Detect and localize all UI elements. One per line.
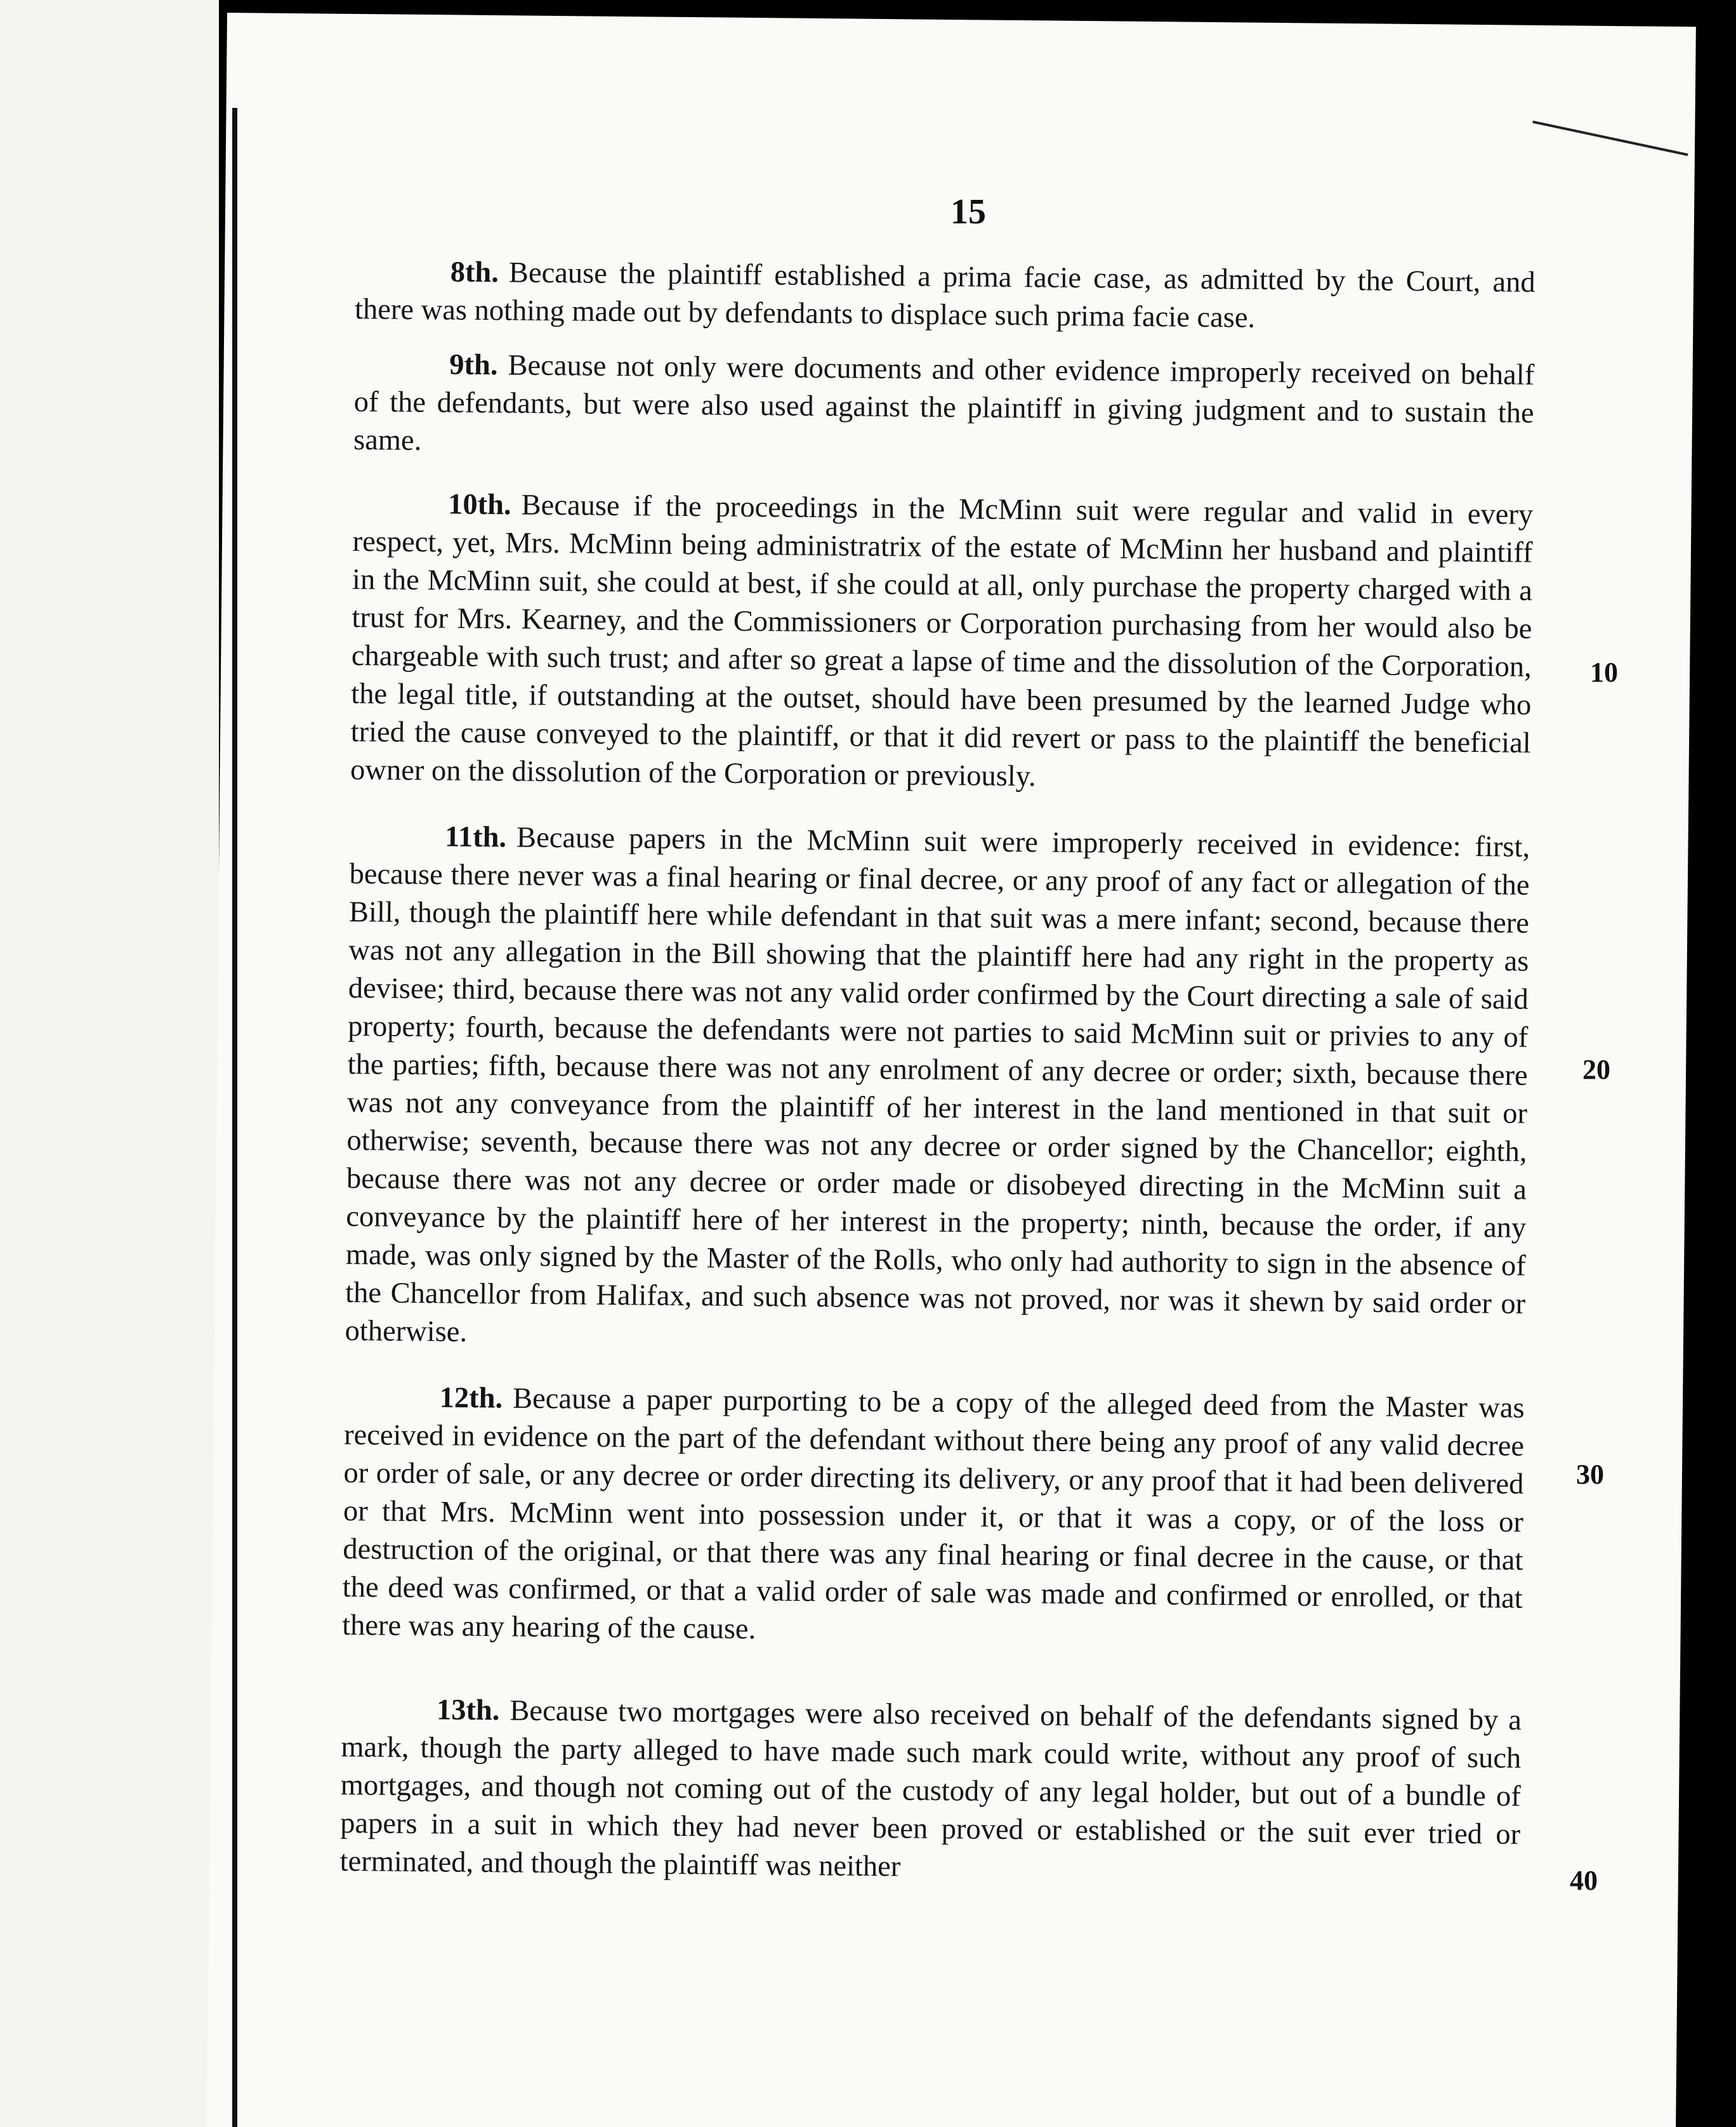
paragraph-number: 9th. <box>449 348 498 382</box>
paragraph-text: Because two mortgages were also received on behalf of the defendants signed by a mark, though the party alleged to have made such mark could write, without any proof of such mortgages, and though not coming out of the custody of any legal holder, but out of a bundle of papers in a suit in which they had never been proved or established or the suit ever tried or terminated, and though the plaintiff was neither <box>339 1694 1522 1883</box>
paragraph-9th <box>353 345 1535 471</box>
paragraph-text: Because a paper purporting to be a copy of the alleged deed from the Master was received in evidence on the part of the defendant without there being any proof of any valid decree or order of sale, or any decree or order directing its delivery, or any proof that it had been delivered or that Mrs. McMinn went into possession under it, or that it was a copy, or of the loss or destruction of the original, or that there was any final hearing or final decree in the cause, or that the deed was confirmed, or that a valid order of sale was made and confirmed or enrolled, or that there was any hearing of the cause. <box>341 1382 1525 1646</box>
binding-shadow <box>232 108 237 2127</box>
paragraph-text: Because papers in the McMinn suit were improperly received in evidence: first, because there never was a final hearing or final decree, or any proof of any fact or allegation of the Bill, though the plaintiff here while defendant in that suit was a mere infant; second, because there was not any allegation in the Bill showing that the plaintiff here had any right in the property as devisee; third, because there was not any valid order confirmed by the Court directing a sale of said property; fourth, because the defendants were not parties to said McMinn suit or privies to any of the parties; fifth, because there was not any enrolment of any decree or order; sixth, because there was not any conveyance from the plaintiff of her interest in the land mentioned in that suit or otherwise; seventh, because there was not any decree or order signed by the Chancellor; eighth, because there was not any decree or order made or disobeyed directing in the McMinn suit a conveyance by the plaintiff here of her interest in the property; ninth, because the order, if any made, was only signed by the Master of the Rolls, who only had authority to sign in the absence of the Chancellor from Halifax, and such absence was not proved, nor was it shewn by said order or otherwise. <box>345 821 1530 1348</box>
paragraph-12th <box>342 1378 1525 1656</box>
facing-page-edge <box>0 0 219 2127</box>
margin-line-number: 30 <box>1576 1459 1604 1490</box>
page-number: 15 <box>950 192 986 232</box>
margin-line-number: 40 <box>1570 1865 1598 1896</box>
paragraph-text: Because not only were documents and other evidence improperly received on behalf of the defendants, but were also used against the plaintiff in giving judgment and to sustain the same. <box>353 349 1535 458</box>
paragraph-number: 8th. <box>450 256 499 289</box>
paragraph-number: 13th. <box>436 1694 500 1727</box>
paragraph-13th <box>339 1690 1522 1892</box>
paragraph-text: Because the plaintiff established a prima facie case, as admitted by the Court, and there was nothing made out by defendants to displace such prima facie case. <box>354 256 1535 334</box>
paragraph-number: 12th. <box>439 1381 503 1415</box>
paragraph-text: Because if the proceedings in the McMinn suit were regular and valid in every respect, yet, Mrs. McMinn being administratrix of the estate of McMinn her husband and plaintiff in the McMinn suit, she could at best, if she could at all, only purchase the property charged with a trust for Mrs. Kearney, and the Commissioners or Corporation purchasing from her would also be chargeable with such trust; and after so great a lapse of time and the dissolution of the Corporation, the legal title, if outstanding at the outset, should have been presumed by the learned Judge who tried the cause conveyed to the plaintiff, or that it did revert or pass to the plaintiff the beneficial owner on the dissolution of the Corporation or previously. <box>350 489 1534 793</box>
paragraph-number: 10th. <box>447 488 511 522</box>
body-text <box>339 253 1535 1892</box>
paragraph-number: 11th. <box>444 820 507 854</box>
paragraph-8th <box>355 253 1535 340</box>
paragraph-10th <box>350 485 1534 801</box>
paragraph-11th <box>345 817 1530 1362</box>
margin-line-number: 10 <box>1590 657 1618 688</box>
margin-line-number: 20 <box>1582 1054 1610 1085</box>
